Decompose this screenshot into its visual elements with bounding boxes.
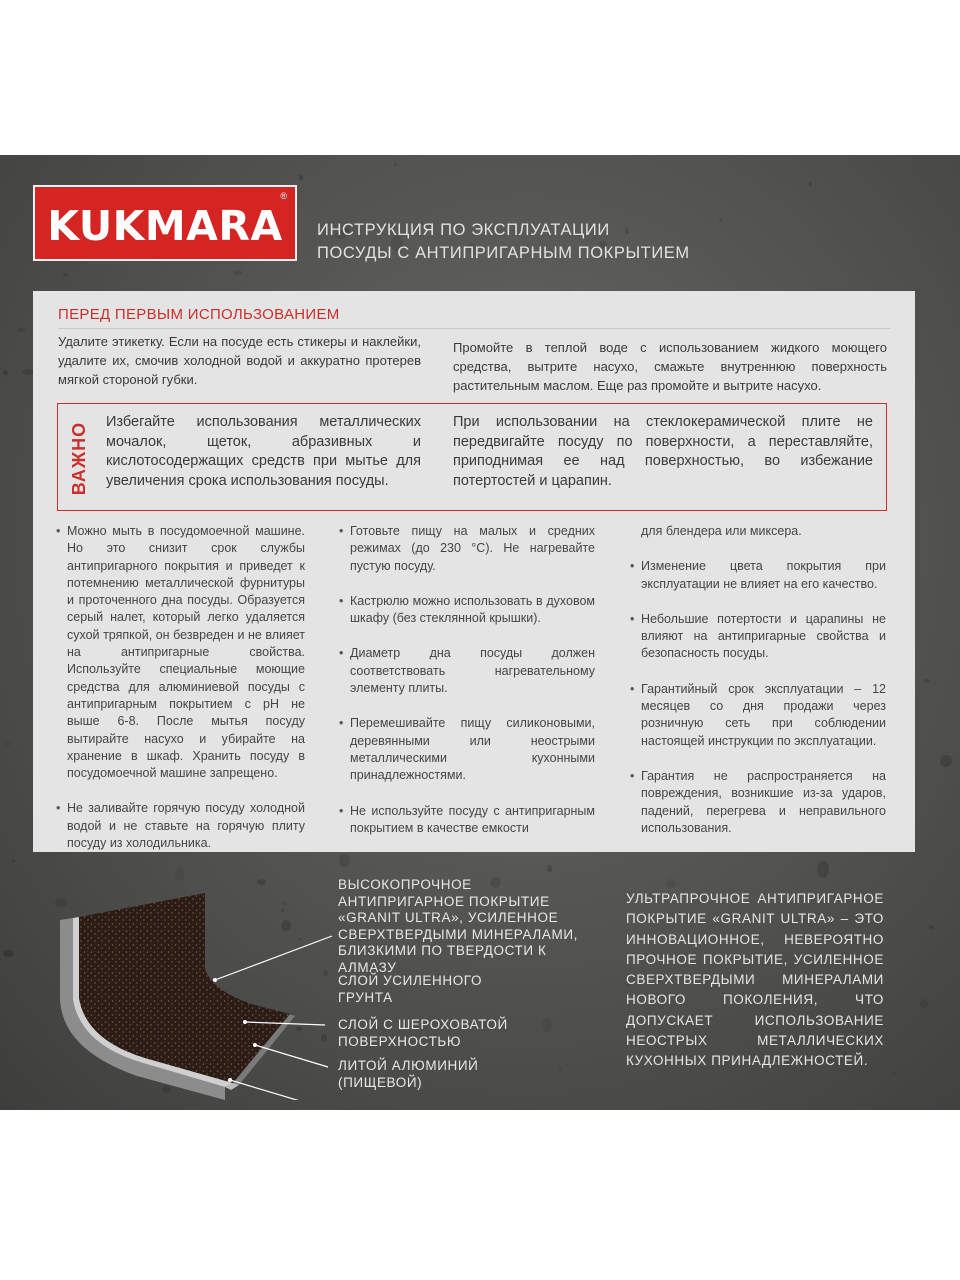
pointer-dot-primer: [243, 1020, 247, 1024]
texture-speck: [3, 950, 14, 957]
texture-speck: [920, 999, 928, 1009]
pointer-line-coating: [215, 936, 332, 980]
list-item: • Гарантийный срок эксплуатации – 12 месяцев со дня продажи через розничную сеть при соблюдении настоящей инструкции по эксплуатации.: [630, 681, 886, 750]
list-item: • Кастрюлю можно использовать в духовом шкафу (без стеклянной крышки).: [339, 593, 595, 628]
texture-speck: [4, 741, 11, 748]
important-label-text: ВАЖНО: [69, 421, 90, 495]
texture-speck: [625, 227, 630, 233]
header-line-2: ПОСУДЫ С АНТИПРИГАРНЫМ ПОКРЫТИЕМ: [317, 244, 690, 262]
column-2: [339, 523, 595, 855]
texture-speck: [394, 163, 397, 166]
granit-ultra-description: УЛЬТРАПРОЧНОЕ АНТИПРИГАРНОЕ ПОКРЫТИЕ «GRANIT ULTRA» – ЭТО ИННОВАЦИОННОЕ, НЕВЕРОЯТНО ПРОЧНОЕ ПОКРЫТИЕ, УСИЛЕННОЕ СВЕРХТВЕРДЫМИ МИНЕРАЛАМИ НОВОГО ПОКОЛЕНИЯ, ЧТО ДОПУСКАЕТ ИСПОЛЬЗОВАНИЕ НЕОСТРЫХ МЕТАЛЛИЧЕСКИХ КУХОННЫХ ПРИНАДЛЕЖНОСТЕЙ.: [626, 891, 884, 1069]
texture-speck: [817, 861, 829, 878]
texture-speck: [63, 273, 67, 277]
pointer-dot-rough: [253, 1043, 257, 1047]
texture-speck: [233, 270, 242, 275]
list-item: • Не используйте посуду с антипригарным покрытием в качестве емкости: [339, 803, 595, 838]
instructions-panel: [33, 291, 915, 852]
texture-speck: [17, 328, 26, 332]
list-item: • Не заливайте горячую посуду холодной водой и не ставьте на горячую плиту посуду из холодильника.: [56, 800, 305, 852]
packaging-back: [0, 155, 960, 1110]
texture-speck: [339, 854, 350, 867]
list-item: • Можно мыть в посудомоечной машине. Но это снизит срок службы антипригарного покрытия и приведет к потемнению металлической фурнитуры и проточенного дна посуды. Образуется серый налет, который легко удаляется сухой тряпкой, он безвреден и не влияет на антипригарные свойства. Используйте специальные моющие средства для алюминиевой посуды с антипригарным покрытием с pH не выше 6-8. После мытья посуду вытирайте насухо и убирайте на хранение в шкаф. Хранить посуду в посудомоечной машине запрещено.: [56, 523, 305, 782]
texture-speck: [666, 879, 676, 888]
intro-left-text: Удалите этикетку. Если на посуде есть стикеры и наклейки, удалите их, смочив холодной водой и аккуратно протерев мягкой стороной губки.: [58, 334, 421, 387]
list-item: • Гарантия не распространяется на повреждения, возникшие из-за ударов, падений, перегрева и неправильного использования.: [630, 768, 886, 837]
texture-speck: [299, 175, 303, 179]
texture-speck: [12, 860, 15, 862]
pointer-dot-aluminium: [228, 1078, 232, 1082]
logo-text: KUKMARA: [47, 202, 283, 250]
texture-speck: [3, 370, 8, 375]
texture-speck: [547, 865, 553, 871]
texture-speck: [924, 679, 930, 683]
important-left-text: Избегайте использования металлических мочалок, щеток, абразивных и кислотосодержащих средств при мытье для увеличения срока использования посуды.: [106, 414, 421, 489]
texture-speck: [929, 925, 935, 930]
kukmara-logo: [33, 185, 297, 261]
important-label: [68, 419, 92, 497]
texture-speck: [892, 1072, 896, 1074]
rough-surface-label: СЛОЙ С ШЕРОХОВАТОЙ ПОВЕРХНОСТЬЮ: [338, 1017, 508, 1049]
pointer-dot-coating: [213, 978, 217, 982]
list-item: • Перемешивайте пищу силиконовыми, деревянными или неострыми металлическими кухонными принадлежностями.: [339, 715, 595, 784]
texture-speck: [940, 755, 951, 767]
column-1: [56, 523, 305, 870]
texture-speck: [809, 182, 812, 186]
header-line-1: ИНСТРУКЦИЯ ПО ЭКСПЛУАТАЦИИ: [317, 221, 610, 239]
list-item: • Диаметр дна посуды должен соответствовать нагревательному элементу плиты.: [339, 645, 595, 697]
list-item: • Изменение цвета покрытия при эксплуатации не влияет на его качество.: [630, 558, 886, 593]
list-item: • Готовьте пищу на малых и средних режимах (до 230 °С). Не нагревайте пустую посуду.: [339, 523, 595, 575]
primer-label: СЛОЙ УСИЛЕННОГО ГРУНТА: [338, 973, 483, 1005]
aluminium-label: ЛИТОЙ АЛЮМИНИЙ (ПИЩЕВОЙ): [338, 1058, 479, 1090]
title-divider: [58, 328, 890, 329]
pointer-line-rough: [255, 1045, 328, 1067]
important-right-text: При использовании на стеклокерамической плите не передвигайте посуду по поверхности, а переставляйте, приподнимая ее над поверхностью, во избежание потертостей и царапин.: [453, 414, 873, 489]
registered-mark: ®: [280, 191, 287, 201]
list-item: • Небольшие потертости и царапины не влияют на антипригарные свойства и безопасность посуды.: [630, 611, 886, 663]
texture-speck: [719, 218, 722, 221]
column-3: [630, 523, 886, 855]
list-item-continued: для блендера или миксера.: [641, 524, 802, 538]
coating-label: ВЫСОКОПРОЧНОЕ АНТИПРИГАРНОЕ ПОКРЫТИЕ «GRANIT ULTRA», УСИЛЕННОЕ СВЕРХТВЕРДЫМИ МИНЕРАЛАМИ, БЛИЗКИМИ ПО ТВЕРДОСТИ К АЛМАЗУ: [338, 877, 578, 975]
pointer-line-aluminium: [230, 1080, 330, 1100]
intro-right-text: Промойте в теплой воде с использованием жидкого моющего средства, вытрите насухо, смажьте внутреннюю поверхность растительным маслом. Еще раз промойте и вытрите насухо.: [453, 340, 887, 393]
panel-title: ПЕРЕД ПЕРВЫМ ИСПОЛЬЗОВАНИЕМ: [58, 306, 340, 323]
